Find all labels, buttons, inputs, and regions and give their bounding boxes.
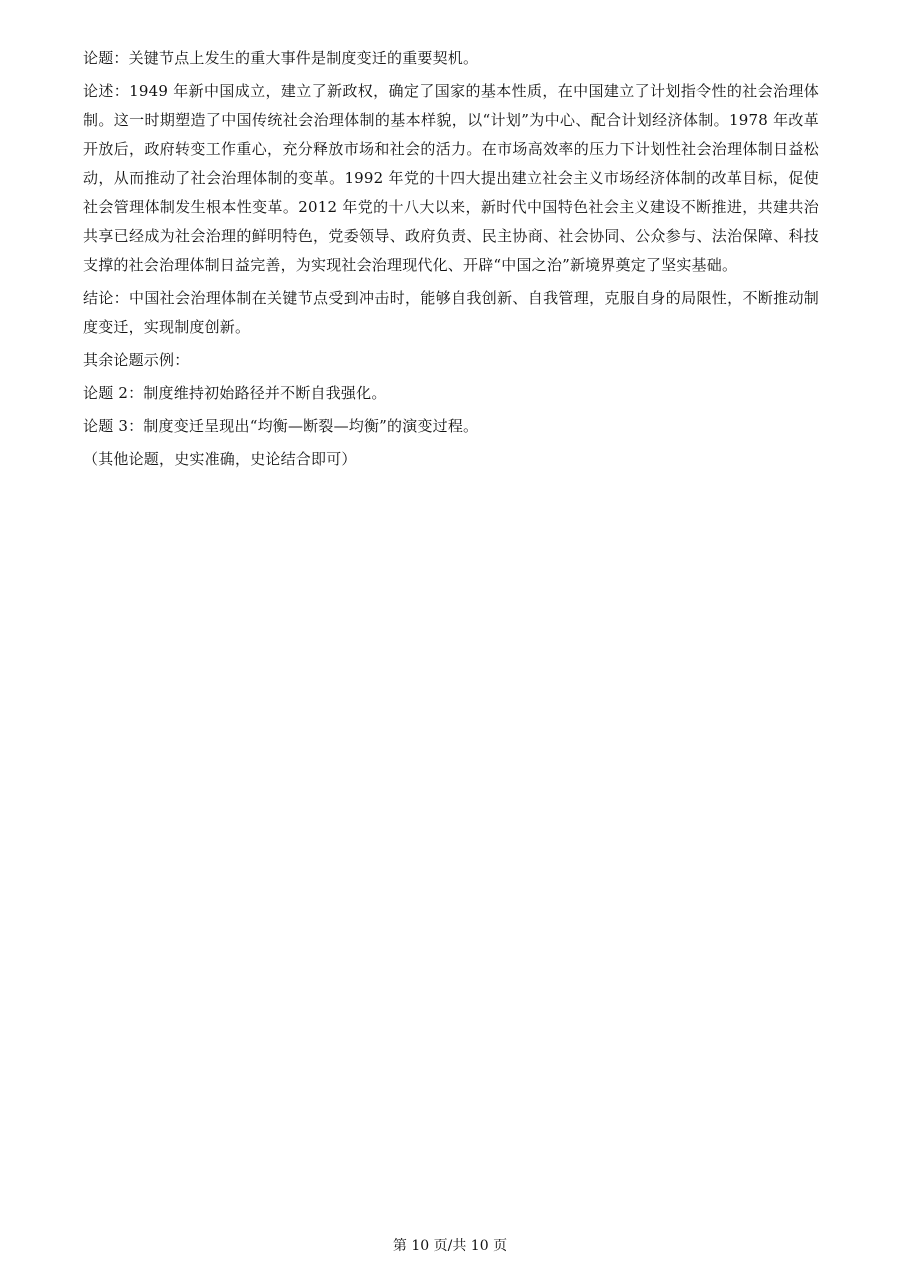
page-footer: 第 10 页/共 10 页 xyxy=(392,1238,508,1254)
thesis-2-paragraph: 论题 2：制度维持初始路径并不断自我强化。 xyxy=(83,384,387,402)
document-body xyxy=(83,44,819,478)
conclusion-paragraph: 结论：中国社会治理体制在关键节点受到冲击时，能够自我创新、自我管理，克服自身的局限性，不断推动制度变迁，实现制度创新。 xyxy=(83,289,819,336)
other-theses-heading: 其余论题示例： xyxy=(83,351,190,369)
argument-paragraph: 论述：1949 年新中国成立，建立了新政权，确定了国家的基本性质，在中国建立了计划指令性的社会治理体制。这一时期塑造了中国传统社会治理体制的基本样貌，以“计划”为中心、配合计划经济体制。1978 年改革开放后，政府转变工作重心，充分释放市场和社会的活力。在市场高效率的压力下计划性社会治理体制日益松动，从而推动了社会治理体制的变革。1992 年党的十四大提出建立社会主义市场经济体制的改革目标，促使社会管理体制发生根本性变革。2012 年党的十八大以来，新时代中国特色社会主义建设不断推进，共建共治共享已经成为社会治理的鲜明特色，党委领导、政府负责、民主协商、社会协同、公众参与、法治保障、科技支撑的社会治理体制日益完善，为实现社会治理现代化、开辟“中国之治”新境界奠定了坚实基础。 xyxy=(83,82,819,274)
grading-note: （其他论题，史实准确，史论结合即可） xyxy=(83,450,357,468)
thesis-3-paragraph: 论题 3：制度变迁呈现出“均衡—断裂—均衡”的演变过程。 xyxy=(83,417,479,435)
thesis-paragraph: 论题：关键节点上发生的重大事件是制度变迁的重要契机。 xyxy=(83,49,479,67)
